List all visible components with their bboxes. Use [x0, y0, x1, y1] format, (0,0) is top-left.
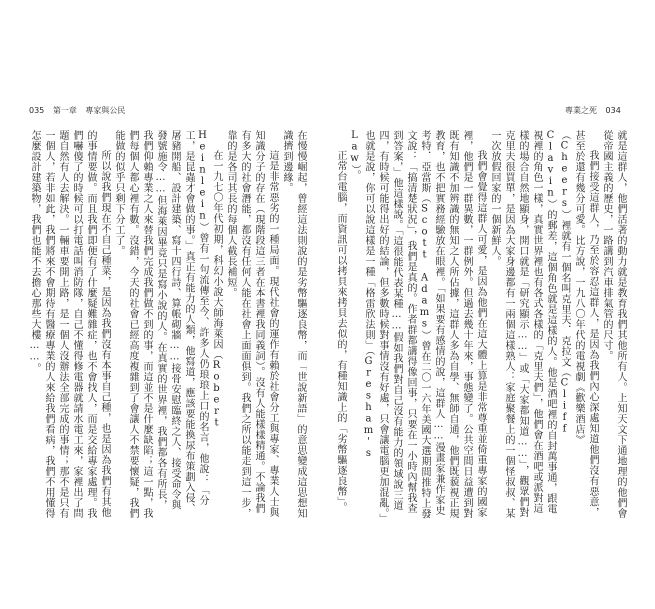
paragraph: 這是非常惡劣的一種局面。現代社會的運作有賴於社會分工與專家、專業人士與知識分子的存在（現階段這三者在本書裡我同義詞）。沒有人能樣樣精通。不論我們有多大的社會潛能，都沒有任何人能在社會上面面俱到。我們之所以能走到這一步，靠的是各司其長的每個人截長補短。: [225, 130, 278, 519]
right-page-header: [565, 106, 621, 116]
paragraph: 正常台電腦，而資訊可以拷貝來拷貝去似的，有種知識上的「劣幣驅逐良幣」。: [335, 150, 346, 513]
left-chapter-label: 第一章: [52, 106, 77, 115]
right-running-title: 專業之死: [565, 106, 597, 115]
right-page-body: [335, 130, 627, 520]
right-page-number: 034: [605, 106, 621, 115]
left-page-body: [15, 130, 307, 520]
paragraph: 我們會覺得這群人可愛，是因為他們在這大體上算是非常尊重並倚重專家的國家裡，他們是一群異數，一群例外。但過去幾十年來，事態變了。公共空間日益遭到對既有知識不加辨識的無知之人所佔據，這群人多為自學、無師自通，他們既藐視正規教育，也不把實務經驗放在眼裡。「如果要有感情的說，這群人……漫畫家兼作家史考特．亞當斯（Scott Adams）曾在二〇一六年美國大選期間推特上發文說：「搞清楚狀況」，我們是真的。作者群都講得像回事，只要在一小時內幫我查到答案，」他這樣說。「這很能代表某種……假如我們對自己沒有能力的領域說三道四，有時候可能得出好的結論，但多數時候對事情沒有好處，只會讓電腦更加混亂。」也就是說，你可以說這樣是一種「格雷欣法則」（Gresham's Law）。: [349, 130, 486, 519]
paragraph: 就是這群人，他們活著的動力就是教育我們其他所有人。上知天文下通地理的他們會從帝國主義的歷史，一路講到汽車排氣管的尺寸。: [601, 130, 626, 519]
paragraph: 在一九七〇年代初期，科幻小說大師海萊因（Robert Heinlein）曾有一句流傳至今、許多人仍琅琅上口的名言，他說：「分工，是昆蟲才會做的事。」真正有能力的人類，他寫道，應該要能換尿布策劃入侵、屠豬開船、設計建築、寫十四行詩、算帳砌牆……接骨安慰臨終之人、接受命令與發號施令……但海萊因畢竟只是寫小說的人。在真實的世界裡，我們都各有所長，我們仰賴專業之人來替我們完成我們做不到的事，而這並不是什麼缺陷；這一點，我們每個人都心裡有數。沒錯，今天的社會已經高度複雜到了會讓人不禁要懷疑，我們能做的似乎只剩下分工了。: [113, 130, 222, 519]
paragraph: 所以說我們現在不自己種菜，是因為我們沒有本事自己種，也是因為我們有其他的事情要做。而且我們即便有了什麼疑難雜症，也不會找人，而是交給專家處理。我們嚇傻了的時候可以打電話叫消防隊，自己不懂得修電器就請水電工來，家裡出了問題自然有人去解決。一輛車要開上路，是一個人沒辦法全部完成的事情；那不是只有一個人，若非如此，我們將來不會期待有醫療專業的人來給我們看病，我們不用懂得怎麼設計建築物，我們也能不去擔心那些大樓……。: [29, 130, 110, 519]
left-running-title: 專家與公民: [85, 106, 126, 115]
left-page-number: 035: [29, 106, 45, 115]
paragraph: 在慢慢崛起，曾經這法則說的是劣幣驅逐良幣，而「世說新語」的意思變成這思想知識擠到邊緣。: [281, 130, 306, 519]
paragraph: 我們接受這群人，乃至於容忍這群人，是因為我們內心深處知道他們沒有惡意，甚至於還有幾分可愛。比方說，一九八〇年代的電視劇《歡樂酒店》（Cheers）裡就有一個名叫克里夫．克拉文（Cliff Clavin）的郵差，這個角色就是這樣的人。他是酒吧裡的自封萬事通，跟電視裡的角色一樣，真實世界裡也有各式各樣的「克里夫們」，他們會在酒吧或派對這樣的場合自然地顯身，開口就是「研究顯示……」或「大家都知道……」，觀眾們對克里夫很買單，是因為大家身邊都有一兩個這樣熟人：家庭聚餐上的一個怪叔叔、某一次放假回家的一個新鮮人。: [489, 130, 598, 519]
left-page-header: [29, 106, 125, 116]
